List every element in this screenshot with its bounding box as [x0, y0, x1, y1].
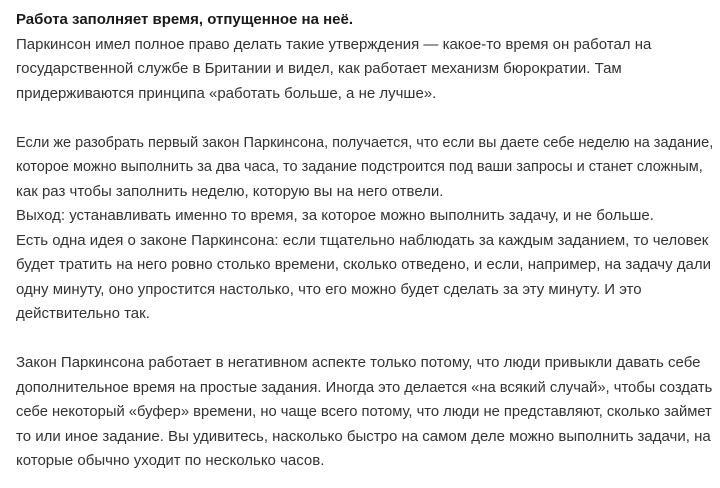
paragraph-line: будет тратить на него ровно столько времени, сколько отведено, и если, например, на задачу дали	[16, 256, 712, 273]
paragraph-line: одну минуту, оно упростится настолько, что его можно будет сделать за эту минуту. И это	[16, 280, 642, 298]
paragraph-line: Закон Паркинсона работает в негативном аспекте только потому, что люди привыкли давать себе	[16, 354, 701, 371]
paragraph-line: Если же разобрать первый закон Паркинсона, получается, что если вы даете себе неделю на задание,	[16, 134, 714, 151]
paragraph-line: государственной службе в Британии и видел, как работает механизм бюрократии. Там	[16, 60, 622, 77]
paragraph-line: действительно так.	[16, 305, 150, 322]
paragraph-line: Паркинсон имел полное право делать такие утверждения — какое-то время он работал на	[16, 35, 652, 53]
paragraph-spacer	[16, 327, 712, 352]
paragraph-3	[16, 351, 712, 474]
paragraph-line: себе некоторый «буфер» времени, но чаще всего потому, что люди не представляют, сколько займет	[16, 404, 712, 420]
paragraph-2	[16, 131, 712, 327]
paragraph-spacer	[16, 106, 712, 131]
paragraph-line: придерживаются принципа «работать больше, а не лучше».	[16, 84, 437, 102]
article-heading: Работа заполняет время, отпущенное на неё.	[16, 11, 354, 28]
paragraph-line: дополнительное время на простые задания. Иногда это делается «на всякий случай», чтобы создать	[16, 379, 713, 396]
paragraph-line: которое можно выполнить за два часа, то задание подстроится под ваши запросы и станет сложным,	[16, 159, 703, 175]
paragraph-line: то или иное задание. Вы удивитесь, насколько быстро на самом деле можно выполнить задачи, на	[16, 427, 711, 445]
paragraph-line: Есть одна идея о законе Паркинсона: если тщательно наблюдать за каждым заданием, то человек	[16, 231, 709, 249]
paragraph-1	[16, 33, 712, 107]
paragraph-line: которые обычно уходит по несколько часов.	[16, 452, 325, 469]
paragraph-line: как раз чтобы заполнить неделю, которую вы на него отвели.	[16, 182, 444, 200]
paragraph-line: Выход: устанавливать именно то время, за которое можно выполнить задачу, и не больше.	[16, 207, 654, 224]
